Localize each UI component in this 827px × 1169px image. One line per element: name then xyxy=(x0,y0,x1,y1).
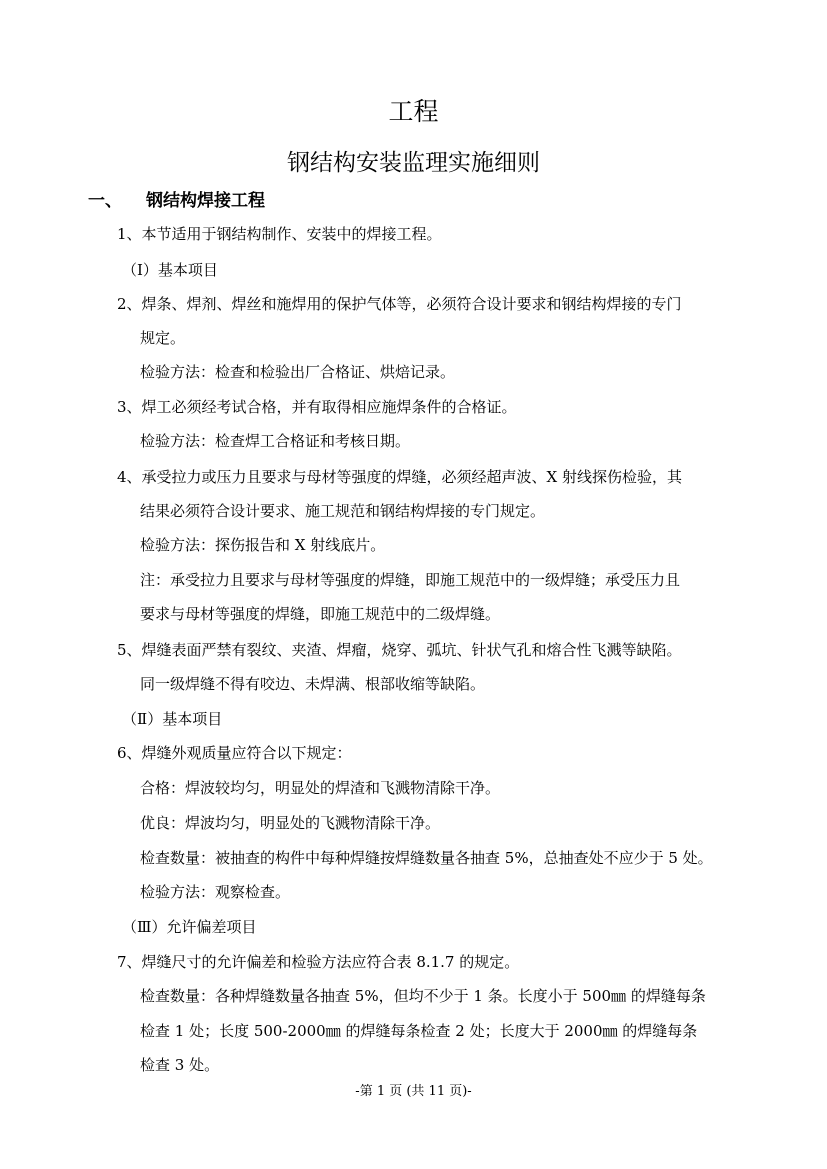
text-line: 2、焊条、焊剂、焊丝和施焊用的保护气体等，必须符合设计要求和钢结构焊接的专门 xyxy=(117,295,682,313)
text-line: 检验方法：探伤报告和 X 射线底片。 xyxy=(140,536,386,554)
text-line: 检查数量：被抽查的构件中每种焊缝按焊缝数量各抽查 5%，总抽查处不应少于 5 处。 xyxy=(140,849,713,867)
text-line: 同一级焊缝不得有咬边、未焊满、根部收缩等缺陷。 xyxy=(140,675,486,693)
subsection-heading: （Ⅰ）基本项目 xyxy=(122,261,218,279)
section-number: 一、 xyxy=(88,191,122,211)
text-line: 合格：焊波较均匀，明显处的焊渣和飞溅物清除干净。 xyxy=(140,779,501,797)
text-line: 规定。 xyxy=(140,329,186,347)
text-line: 检验方法：检查焊工合格证和考核日期。 xyxy=(140,432,411,450)
text-line: 1、本节适用于钢结构制作、安装中的焊接工程。 xyxy=(117,225,442,243)
text-line: 6、焊缝外观质量应符合以下规定： xyxy=(117,744,352,762)
text-line: 检查 1 处；长度 500-2000㎜ 的焊缝每条检查 2 处；长度大于 2000㎜ 的焊缝每条 xyxy=(140,1022,698,1040)
text-line: 检查数量：各种焊缝数量各抽查 5%，但均不少于 1 条。长度小于 500㎜ 的焊缝每条 xyxy=(140,987,706,1005)
doc-title: 工程 xyxy=(388,97,439,126)
text-line: 3、焊工必须经考试合格，并有取得相应施焊条件的合格证。 xyxy=(117,398,517,416)
subsection-heading: （Ⅱ）基本项目 xyxy=(122,710,223,728)
text-line: 4、承受拉力或压力且要求与母材等强度的焊缝，必须经超声波、X 射线探伤检验，其 xyxy=(117,468,682,486)
text-line: 注：承受拉力且要求与母材等强度的焊缝，即施工规范中的一级焊缝；承受压力且 xyxy=(140,571,681,589)
doc-subtitle: 钢结构安装监理实施细则 xyxy=(287,150,540,176)
text-line: 检验方法：观察检查。 xyxy=(140,883,291,901)
section-heading xyxy=(88,186,265,211)
text-line: 7、焊缝尺寸的允许偏差和检验方法应符合表 8.1.7 的规定。 xyxy=(117,953,520,971)
subsection-heading: （Ⅲ）允许偏差项目 xyxy=(122,918,257,936)
page-footer: -第 1 页 (共 11 页)- xyxy=(355,1084,472,1099)
section-title: 钢结构焊接工程 xyxy=(146,191,265,211)
text-line: 要求与母材等强度的焊缝，即施工规范中的二级焊缝。 xyxy=(140,605,501,623)
text-line: 5、焊缝表面严禁有裂纹、夹渣、焊瘤，烧穿、弧坑、针状气孔和熔合性飞溅等缺陷。 xyxy=(117,641,682,659)
text-line: 结果必须符合设计要求、施工规范和钢结构焊接的专门规定。 xyxy=(140,502,546,520)
text-line: 检查 3 处。 xyxy=(140,1056,220,1074)
text-line: 检验方法：检查和检验出厂合格证、烘焙记录。 xyxy=(140,363,456,381)
text-line: 优良：焊波均匀，明显处的飞溅物清除干净。 xyxy=(140,814,441,832)
